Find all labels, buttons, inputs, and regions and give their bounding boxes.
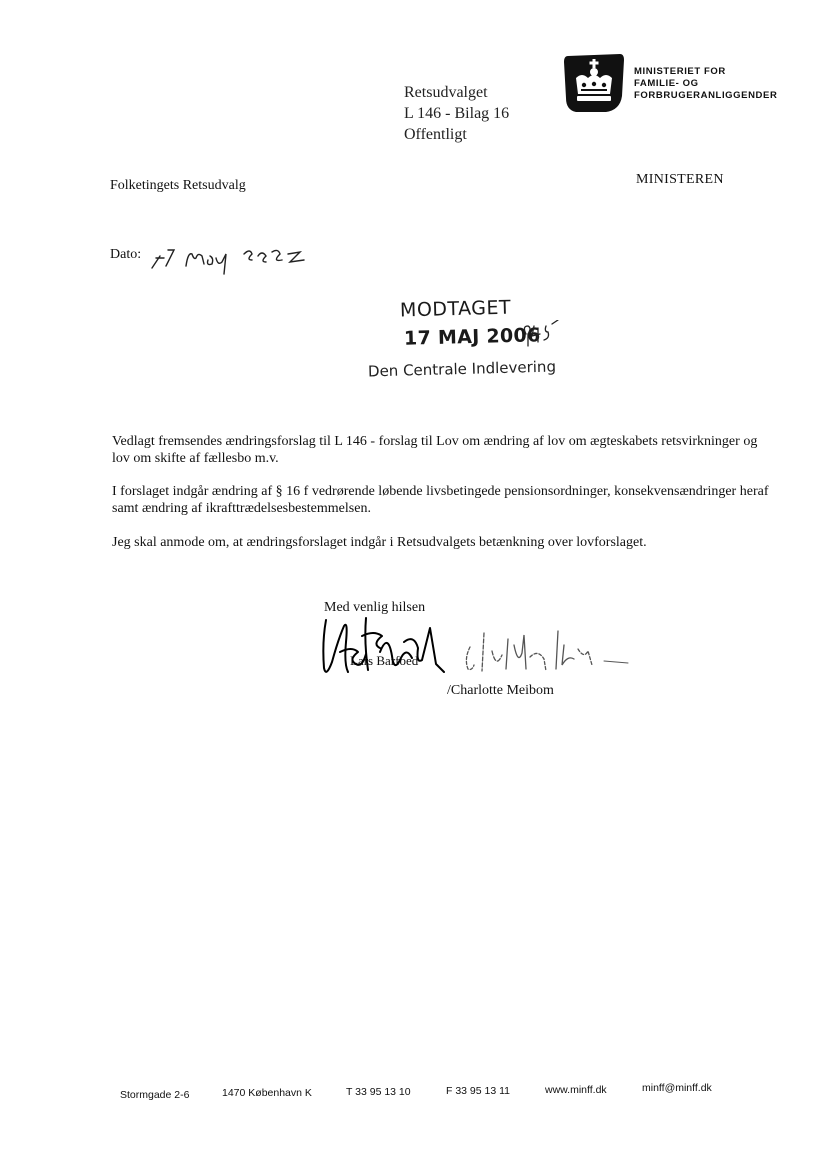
recipient: Folketingets Retsudvalg <box>110 178 246 193</box>
footer-address: Stormgade 2-6 <box>120 1089 190 1101</box>
body-paragraph: Vedlagt fremsendes ændringsforslag til L 146 - forslag til Lov om ændring af lov om ægteskabets retsvirkninger og lov om skifte af fællesbo m.v. <box>112 434 758 466</box>
handwritten-date <box>148 236 318 276</box>
registry-bill-reference: L 146 - Bilag 16 <box>404 105 510 122</box>
footer-website: www.minff.dk <box>545 1084 607 1096</box>
received-stamp-label: MODTAGET <box>399 296 512 322</box>
footer-city: 1470 København K <box>222 1087 312 1099</box>
footer-email: minff@minff.dk <box>642 1082 712 1094</box>
received-stamp-date: 17 MAJ 2006 <box>403 324 541 350</box>
body-paragraph: I forslaget indgår ændring af § 16 f vedrørende løbende livsbetingede pensionsordninger, konsekvensændringer heraf samt ændring af ikrafttrædelsesbestemmelsen. <box>112 484 769 516</box>
body-paragraph: Jeg skal anmode om, at ændringsforslaget indgår i Retsudvalgets betænkning over lovforslaget. <box>112 535 647 550</box>
handwritten-time <box>520 320 560 350</box>
handwritten-signature <box>318 612 448 682</box>
date-label: Dato: <box>110 247 142 262</box>
received-stamp-office: Den Centrale Indlevering <box>367 357 557 381</box>
sender-title: MINISTEREN <box>636 172 724 187</box>
ministry-name-line1: MINISTERIET FOR <box>634 66 726 77</box>
closing: Med venlig hilsen <box>324 600 426 615</box>
signer-name: Lars Barfoed <box>350 653 419 668</box>
ministry-name-line2: FAMILIE- OG <box>634 78 699 89</box>
signer-name: /Charlotte Meibom <box>447 683 554 698</box>
registry-stamp <box>404 82 509 145</box>
registry-committee: Retsudvalget <box>404 84 488 101</box>
crown-logo-icon <box>562 52 626 114</box>
handwritten-signature <box>458 625 638 680</box>
ministry-name-line3: FORBRUGERANLIGGENDER <box>634 90 778 101</box>
ministry-name <box>634 66 777 102</box>
registry-status: Offentligt <box>404 126 467 143</box>
footer-phone: T 33 95 13 10 <box>346 1086 411 1098</box>
footer-fax: F 33 95 13 11 <box>446 1085 511 1097</box>
